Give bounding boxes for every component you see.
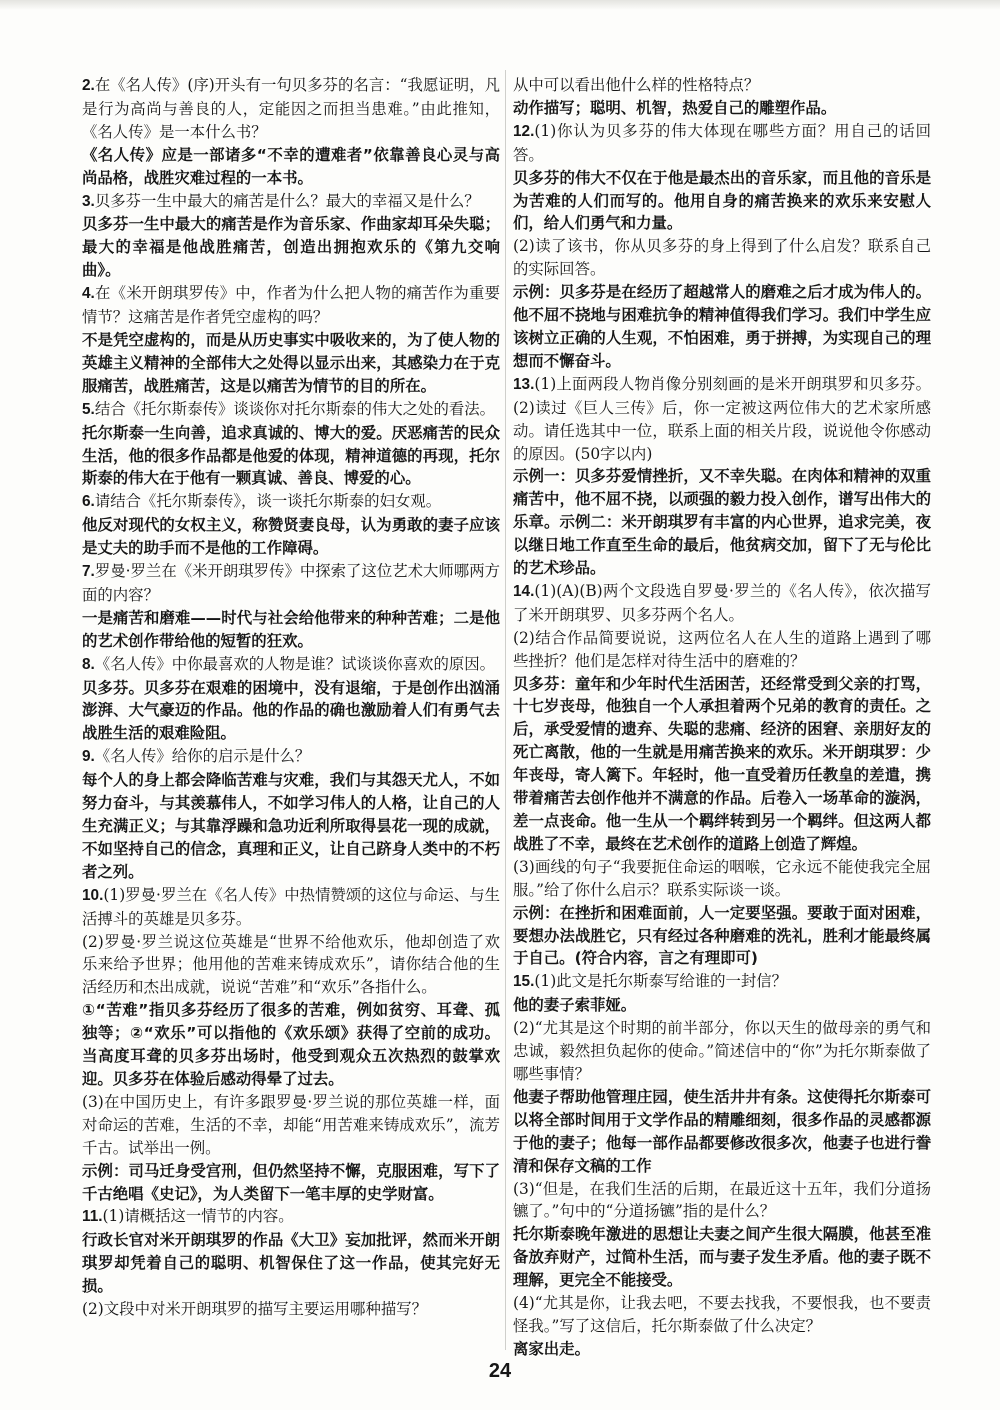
q13-question: 13.(1)上面两段人物肖像分别刻画的是米开朗琪罗和贝多芬。(2)读过《巨人三传》后，你一定被这两位伟大的艺术家所感动。请任选其中一位，联系上面的相关片段，说说他令你感动的原因。(50字以内) (513, 374, 931, 463)
q-number: 5. (82, 400, 95, 418)
q9-answer: 每个人的身上都会降临苦难与灾难，我们与其怨天尤人，不如努力奋斗，与其羡慕伟人，不如学习伟人的人格，让自己的人生充满正义；与其靠浮躁和急功近利所取得昙花一现的成就，不如坚持自己的信念，真理和正义，让自己跻身人类中的不朽者之列。 (82, 771, 500, 881)
q2-answer: 《名人传》应是一部诸多“不幸的遭难者”依靠善良心灵与高尚品格，战胜灾难过程的一本书。 (82, 145, 500, 187)
q-number: 13. (513, 375, 535, 393)
q7-answer: 一是痛苦和磨难——时代与社会给他带来的种种苦难；二是他的艺术创作带给他的短暂的狂欢。 (82, 608, 500, 650)
q12-2-question: (2)读了该书，你从贝多芬的身上得到了什么启发？联系自己的实际回答。 (513, 237, 931, 279)
q10-3-question: (3)在中国历史上，有许多跟罗曼·罗兰说的那位英雄一样，面对命运的苦难，生活的不幸，却能“用苦难来铸成欢乐”，流芳千古。试举出一例。 (82, 1092, 500, 1157)
q11-2-continued: 从中可以看出他什么样的性格特点？ (513, 76, 760, 94)
q-number: 3. (82, 192, 95, 210)
q14-2-answer: 贝多芬：童年和少年时代生活困苦，还经常受到父亲的打骂，十七岁丧母，他独自一个人承担着两个兄弟的教育的责任。之后，承受爱情的遗弃、失聪的悲痛、经济的困窘、亲朋好友的死亡离散，他的一生就是用痛苦换来的欢乐。米开朗琪罗：少年丧母，寄人篱下。年轻时，他一直受着历任教皇的差遣，携带着痛苦去创作他并不满意的作品。后卷入一场革命的漩涡，差一点丧命。他一生从一个羁绊转到另一个羁绊。但这两人都战胜了不幸，最终在艺术创作的道路上创造了辉煌。 (513, 674, 931, 853)
q15-3-answer: 托尔斯泰晚年激进的思想让夫妻之间产生很大隔膜，他甚至准备放弃财产，过简朴生活，而与妻子发生矛盾。他的妻子既不理解，更完全不能接受。 (513, 1225, 931, 1290)
q7-question: 7.罗曼·罗兰在《米开朗琪罗传》中探索了这位艺术大师哪两方面的内容？ (82, 562, 500, 604)
q-number: 12. (513, 122, 535, 140)
q10-3-answer: 示例：司马迁身受宫刑，但仍然坚持不懈，克服困难，写下了千古绝唱《史记》，为人类留下一笔丰厚的史学财富。 (82, 1161, 500, 1203)
q15-3-question: (3)“但是，在我们生活的后期，在最近这十五年，我们分道扬镳了。”句中的“分道扬镳”指的是什么？ (513, 1179, 931, 1221)
q-number: 8. (82, 655, 95, 673)
q15-1-answer: 他的妻子索菲娅。 (513, 996, 637, 1015)
q-number: 6. (82, 493, 95, 511)
q3-answer: 贝多芬一生中最大的痛苦是作为音乐家、作曲家却耳朵失聪；最大的幸福是他战胜痛苦，创造出拥抱欢乐的《第九交响曲》。 (82, 215, 500, 280)
q15-4-answer: 离家出走。 (513, 1339, 590, 1358)
q-number: 2. (82, 77, 95, 94)
q-number: 11. (82, 1208, 103, 1226)
q-number: 4. (82, 285, 95, 303)
q14-3-question: (3)画线的句子“我要扼住命运的咽喉，它永远不能使我完全屈服。”给了你什么启示？联系实际谈一谈。 (513, 857, 931, 899)
q6-answer: 他反对现代的女权主义，称赞贤妻良母，认为勇敢的妻子应该是丈夫的助手而不是他的工作障碍。 (82, 516, 500, 558)
q14-1-question: 14.(1)(A)(B)两个文段选自罗曼·罗兰的《名人传》，依次描写了米开朗琪罗、贝多芬两个名人。 (513, 581, 931, 624)
q15-2-answer: 他妻子帮助他管理庄园，使生活井井有条。这使得托尔斯泰可以将全部时间用于文学作品的精雕细刻，很多作品的灵感都源于他的妻子；他每一部作品都要修改很多次，他妻子也进行誊清和保存文稿的工作 (513, 1087, 931, 1175)
q15-1-question: 15.(1)此文是托尔斯泰写给谁的一封信？ (513, 972, 788, 991)
page-top-shadow (0, 0, 1000, 10)
q2-question: 2.在《名人传》(序)开头有一句贝多芬的名言：“我愿证明，凡是行为高尚与善良的人，定能因之而担当患难。”由此推知，《名人传》是一本什么书？ (82, 76, 500, 141)
page-number: 24 (488, 1360, 512, 1382)
q-number: 14. (513, 582, 535, 600)
q10-2-question: (2)罗曼·罗兰说这位英雄是“世界不给他欢乐，他却创造了欢乐来给予世界；他用他的苦难来铸成欢乐”，请你结合他的生活经历和杰出成就，说说“苦难”和“欢乐”各指什么。 (82, 932, 500, 997)
q12-1-answer: 贝多芬的伟大不仅在于他是最杰出的音乐家，而且他的音乐是为苦难的人们而写的。他用自身的痛苦换来的欢乐来安慰人们，给人们勇气和力量。 (513, 168, 931, 233)
q14-2-question: (2)结合作品简要说说，这两位名人在人生的道路上遇到了哪些挫折？他们是怎样对待生活中的磨难的？ (513, 628, 931, 670)
q13-answer: 示例一：贝多芬爱情挫折，又不幸失聪。在肉体和精神的双重痛苦中，他不屈不挠，以顽强的毅力投入创作，谱写出伟大的乐章。示例二：米开朗琪罗有丰富的内心世界，追求完美，夜以继日地工作直至生命的最后，他贫病交加，留下了无与伦比的艺术珍品。 (513, 467, 931, 578)
q11-1-answer: 行政长官对米开朗琪罗的作品《大卫》妄加批评，然而米开朗琪罗却凭着自己的聪明、机智保住了这一作品，使其完好无损。 (82, 1231, 500, 1296)
right-column (513, 74, 931, 1361)
q3-question: 3.贝多芬一生中最大的痛苦是什么？最大的幸福又是什么？ (82, 191, 480, 210)
q10-1-question: 10.(1)罗曼·罗兰在《名人传》中热情赞颂的这位与命运、与生活搏斗的英雄是贝多芬。 (82, 885, 500, 928)
q9-question: 9.《名人传》给你的启示是什么？ (82, 747, 311, 766)
q-number: 10. (82, 886, 104, 904)
q10-2-answer: ①“苦难”指贝多芬经历了很多的苦难，例如贫穷、耳聋、孤独等；②“欢乐”可以指他的《欢乐颂》获得了空前的成功。当高度耳聋的贝多芬出场时，他受到观众五次热烈的鼓掌欢迎。贝多芬在体验后感动得晕了过去。 (82, 1001, 500, 1088)
q8-question: 8.《名人传》中你最喜欢的人物是谁？试谈谈你喜欢的原因。 (82, 654, 496, 673)
q15-2-question: (2)“尤其是这个时期的前半部分，你以天生的做母亲的勇气和忠诚，毅然担负起你的使命。”简述信中的“你”为托尔斯泰做了哪些事情？ (513, 1019, 931, 1083)
q11-2-question: (2)文段中对米开朗琪罗的描写主要运用哪种描写？ (82, 1300, 428, 1319)
q4-answer: 不是凭空虚构的，而是从历史事实中吸收来的，为了使人物的英雄主义精神的全部伟大之处得以显示出来，其感染力在于克服痛苦，战胜痛苦，这是以痛苦为情节的目的所在。 (82, 330, 500, 395)
q14-3-answer: 示例：在挫折和困难面前，人一定要坚强。要敢于面对困难，要想办法战胜它，只有经过各种磨难的洗礼，胜利才能最终属于自己。(符合内容，言之有理即可) (513, 903, 931, 968)
q-number: 15. (513, 973, 535, 991)
q5-question: 5.结合《托尔斯泰传》谈谈你对托尔斯泰的伟大之处的看法。 (82, 399, 496, 418)
q8-answer: 贝多芬。贝多芬在艰难的困境中，没有退缩，于是创作出汹涌澎湃、大气豪迈的作品。他的作品的确也激励着人们有勇气去战胜生活的艰难险阻。 (82, 678, 500, 743)
column-divider (505, 70, 506, 1350)
q-number: 9. (82, 748, 95, 766)
q11-2-answer: 动作描写；聪明、机智，热爱自己的雕塑作品。 (513, 98, 837, 117)
q4-question: 4.在《米开朗琪罗传》中，作者为什么把人物的痛苦作为重要情节？这痛苦是作者凭空虚构的吗？ (82, 284, 500, 327)
left-column (82, 74, 500, 1321)
q12-1-question: 12.(1)你认为贝多芬的伟大体现在哪些方面？用自己的话回答。 (513, 121, 931, 164)
q12-2-answer: 示例：贝多芬是在经历了超越常人的磨难之后才成为伟人的。他不屈不挠地与困难抗争的精神值得我们学习。我们中学生应该树立正确的人生观，不怕困难，勇于拼搏，为实现自己的理想而不懈奋斗。 (513, 283, 931, 370)
q6-question: 6.请结合《托尔斯泰传》，谈一谈托尔斯泰的妇女观。 (82, 492, 442, 511)
q11-1-question: 11.(1)请概括这一情节的内容。 (82, 1207, 294, 1226)
q15-4-question: (4)“尤其是你，让我去吧，不要去找我，不要恨我，也不要责怪我。”写了这信后，托尔斯泰做了什么决定？ (513, 1294, 931, 1335)
q-number: 7. (82, 563, 95, 581)
q5-answer: 托尔斯泰一生向善，追求真诚的、博大的爱。厌恶痛苦的民众生活，他的很多作品都是他爱的体现，精神道德的再现，托尔斯泰的伟大在于他有一颗真诚、善良、博爱的心。 (82, 423, 500, 488)
